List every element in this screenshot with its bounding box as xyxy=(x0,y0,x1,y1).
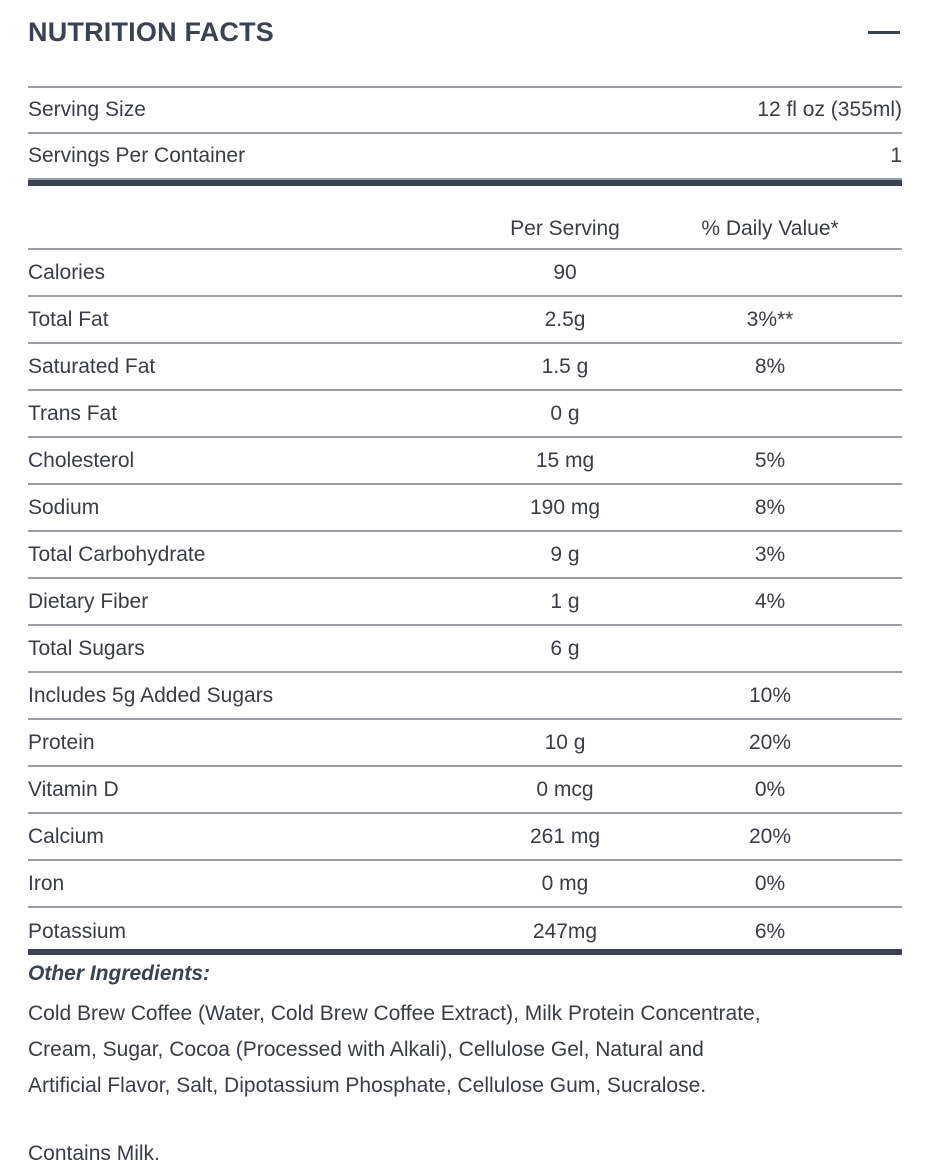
per-serving-value: 15 mg xyxy=(535,448,595,472)
ingredients-line: Cream, Sugar, Cocoa (Processed with Alkali), Cellulose Gel, Natural and xyxy=(28,1038,704,1061)
ingredients-line: Artificial Flavor, Salt, Dipotassium Phosphate, Cellulose Gum, Sucralose. xyxy=(28,1074,707,1097)
per-serving-value: 10 g xyxy=(544,730,586,754)
nutrient-name: Includes 5g Added Sugars xyxy=(28,683,274,707)
daily-value: 8% xyxy=(754,354,786,378)
table-row xyxy=(28,579,902,626)
per-serving-value: 90 xyxy=(553,260,577,284)
nutrient-name: Total Fat xyxy=(28,307,109,331)
table-row xyxy=(28,908,902,955)
daily-value: 20% xyxy=(748,730,792,754)
serving-size-label: Serving Size xyxy=(28,98,146,121)
table-row xyxy=(28,438,902,485)
per-serving-value: 0 mg xyxy=(541,871,589,895)
serving-info xyxy=(28,86,902,186)
per-serving-value: 261 mg xyxy=(529,824,601,848)
daily-value: 8% xyxy=(754,495,786,519)
nutrient-table xyxy=(28,210,902,955)
table-row xyxy=(28,344,902,391)
servings-per-container-value: 1 xyxy=(890,144,902,167)
allergen-statement: Contains Milk. xyxy=(28,1142,160,1165)
daily-value-header: % Daily Value* xyxy=(701,217,839,240)
serving-size-value: 12 fl oz (355ml) xyxy=(757,98,902,121)
per-serving-header: Per Serving xyxy=(510,217,620,240)
nutrient-name: Calcium xyxy=(28,824,104,848)
nutrient-name: Total Carbohydrate xyxy=(28,542,206,566)
per-serving-value: 0 g xyxy=(550,401,580,425)
nutrient-name: Protein xyxy=(28,730,95,754)
ingredients-text xyxy=(28,996,908,1104)
nutrient-name: Trans Fat xyxy=(28,401,118,425)
daily-value: 6% xyxy=(754,919,786,943)
ingredients-section xyxy=(28,962,908,1104)
ingredients-line: Cold Brew Coffee (Water, Cold Brew Coffee Extract), Milk Protein Concentrate, xyxy=(28,1002,761,1025)
bottom-thick-divider xyxy=(28,949,902,955)
per-serving-value: 2.5g xyxy=(544,307,586,331)
nutrient-name: Saturated Fat xyxy=(28,354,156,378)
nutrient-name: Cholesterol xyxy=(28,448,135,472)
table-row xyxy=(28,485,902,532)
per-serving-value: 1 g xyxy=(550,589,580,613)
daily-value: 4% xyxy=(754,589,786,613)
per-serving-value: 1.5 g xyxy=(541,354,589,378)
daily-value: 0% xyxy=(754,871,786,895)
per-serving-value: 247mg xyxy=(532,919,598,943)
daily-value: 3%** xyxy=(746,307,794,331)
nutrient-name: Vitamin D xyxy=(28,777,119,801)
table-row xyxy=(28,626,902,673)
nutrient-name: Dietary Fiber xyxy=(28,589,149,613)
nutrient-name: Total Sugars xyxy=(28,636,145,660)
thick-divider xyxy=(28,180,902,186)
per-serving-value: 6 g xyxy=(550,636,580,660)
daily-value: 10% xyxy=(748,683,792,707)
nutrient-name: Calories xyxy=(28,260,106,284)
serving-size-row xyxy=(28,88,902,134)
table-row xyxy=(28,532,902,579)
table-row xyxy=(28,250,902,297)
per-serving-value: 0 mcg xyxy=(536,777,594,801)
ingredients-heading: Other Ingredients: xyxy=(28,962,211,985)
daily-value: 0% xyxy=(754,777,786,801)
daily-value: 3% xyxy=(754,542,786,566)
daily-value: 20% xyxy=(748,824,792,848)
table-row xyxy=(28,673,902,720)
per-serving-value: 9 g xyxy=(550,542,580,566)
nutrient-name: Sodium xyxy=(28,495,100,519)
nutrition-header xyxy=(28,12,902,52)
nutrient-name: Potassium xyxy=(28,919,127,943)
table-row xyxy=(28,297,902,344)
table-row xyxy=(28,391,902,438)
table-header xyxy=(28,210,902,250)
servings-per-container-row xyxy=(28,134,902,180)
daily-value: 5% xyxy=(754,448,786,472)
table-row xyxy=(28,861,902,908)
table-row xyxy=(28,720,902,767)
minus-icon[interactable] xyxy=(868,31,900,34)
nutrient-name: Iron xyxy=(28,871,65,895)
servings-per-container-label: Servings Per Container xyxy=(28,144,246,167)
table-row xyxy=(28,814,902,861)
per-serving-value: 190 mg xyxy=(529,495,601,519)
table-row xyxy=(28,767,902,814)
page-title: NUTRITION FACTS xyxy=(28,16,274,47)
